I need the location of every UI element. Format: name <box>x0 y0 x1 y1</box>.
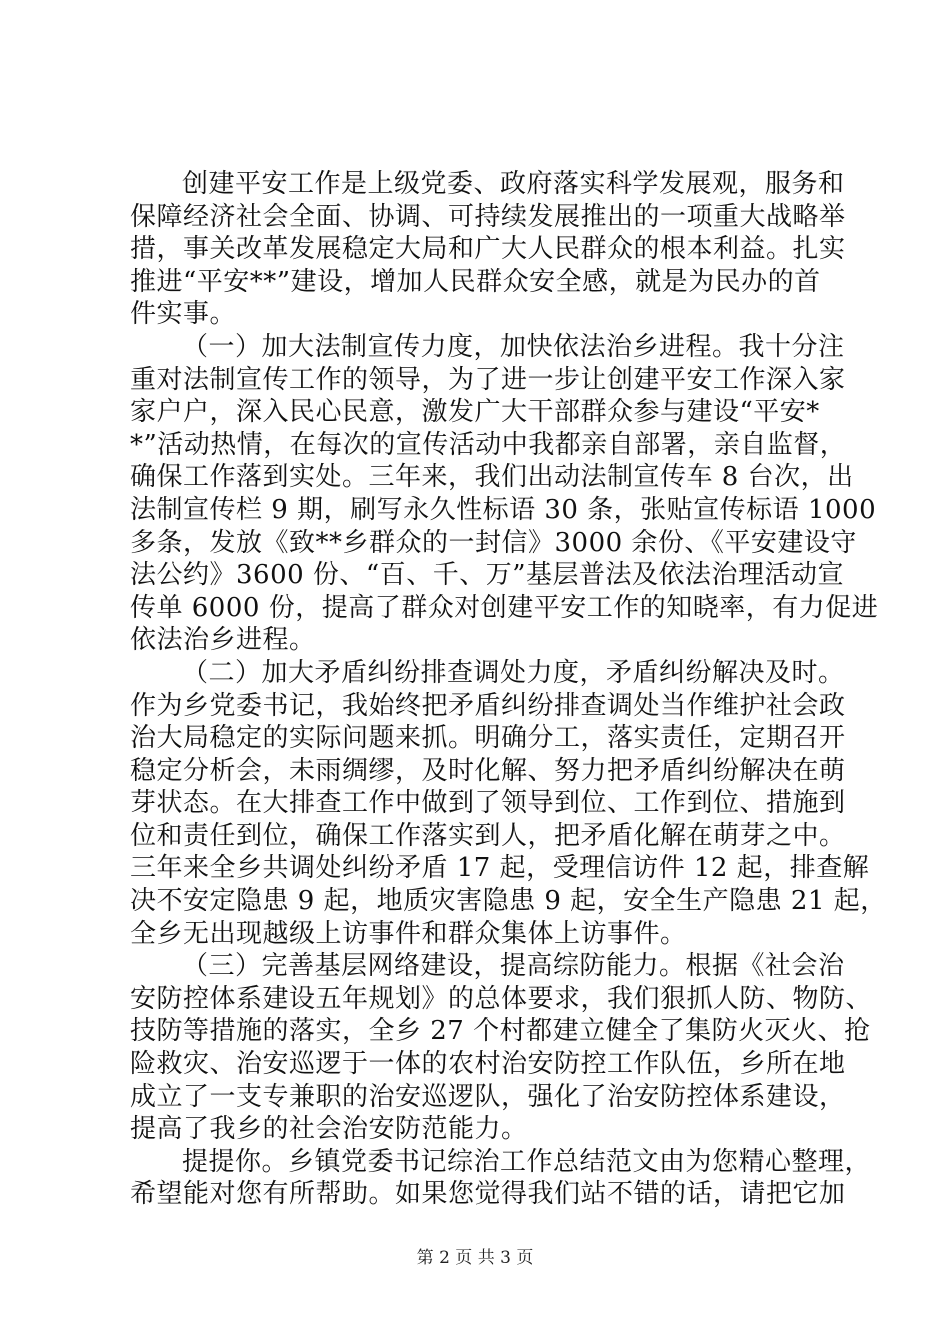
paragraph-3-line-7: 三年来全乡共调处纠纷矛盾 17 起，受理信访件 12 起，排查解 <box>130 853 870 884</box>
paragraph-2-line-10: 依法治乡进程。 <box>130 625 316 656</box>
paragraph-1-line-5: 件实事。 <box>130 299 237 330</box>
document-body <box>130 168 887 1211</box>
paragraph-3-line-4: 稳定分析会，未雨绸缪，及时化解、努力把矛盾纠纷解决在萌 <box>130 755 846 786</box>
paragraph-3-line-1: （二）加大矛盾纠纷排查调处力度，矛盾纠纷解决及时。 <box>182 657 845 688</box>
paragraph-2-line-4: *”活动热情，在每次的宣传活动中我都亲自部署，亲自监督， <box>130 429 847 460</box>
paragraph-2-line-3: 家户户，深入民心民意，激发广大干部群众参与建设“平安* <box>130 397 820 428</box>
paragraph-2-line-2: 重对法制宣传工作的领导，为了进一步让创建平安工作深入家 <box>130 364 846 395</box>
paragraph-2-line-7: 多条，发放《致**乡群众的一封信》3000 余份、《平安建设守 <box>130 527 857 558</box>
paragraph-4-line-4: 险救灾、治安巡逻于一体的农村治安防控工作队伍，乡所在地 <box>130 1049 846 1080</box>
paragraph-4-line-5: 成立了一支专兼职的治安巡逻队，强化了治安防控体系建设， <box>130 1081 846 1112</box>
paragraph-4-line-1: （三）完善基层网络建设，提高综防能力。根据《社会治 <box>182 951 845 982</box>
paragraph-1-line-4: 推进“平安**”建设，增加人民群众安全感，就是为民办的首 <box>130 266 821 297</box>
paragraph-5-line-2: 希望能对您有所帮助。如果您觉得我们站不错的话，请把它加 <box>130 1179 846 1210</box>
page-number-footer: 第 2 页 共 3 页 <box>416 1248 534 1268</box>
paragraph-4-line-2: 安防控体系建设五年规划》的总体要求，我们狠抓人防、物防、 <box>130 983 873 1014</box>
paragraph-5-line-1: 提提你。乡镇党委书记综治工作总结范文由为您精心整理， <box>182 1146 872 1177</box>
paragraph-2-line-1: （一）加大法制宣传力度，加快依法治乡进程。我十分注 <box>182 331 845 362</box>
paragraph-1-line-1: 创建平安工作是上级党委、政府落实科学发展观，服务和 <box>182 169 845 199</box>
paragraph-4-line-6: 提高了我乡的社会治安防范能力。 <box>130 1114 528 1145</box>
paragraph-3-line-9: 全乡无出现越级上访事件和群众集体上访事件。 <box>130 918 687 949</box>
paragraph-2-line-8: 法公约》3600 份、“百、千、万”基层普法及依法治理活动宣 <box>130 560 845 591</box>
paragraph-2-line-6: 法制宣传栏 9 期，刷写永久性标语 30 条，张贴宣传标语 1000 <box>130 494 877 525</box>
paragraph-3-line-2: 作为乡党委书记，我始终把矛盾纠纷排查调处当作维护社会政 <box>130 690 846 721</box>
paragraph-2-line-9: 传单 6000 份，提高了群众对创建平安工作的知晓率，有力促进 <box>130 592 879 623</box>
paragraph-3-line-8: 决不安定隐患 9 起，地质灾害隐患 9 起，安全生产隐患 21 起， <box>130 886 887 917</box>
paragraph-2-line-5: 确保工作落到实处。三年来，我们出动法制宣传车 8 台次，出 <box>130 462 854 493</box>
paragraph-1-line-3: 措，事关改革发展稳定大局和广大人民群众的根本利益。扎实 <box>130 234 846 265</box>
paragraph-4-line-3: 技防等措施的落实，全乡 27 个村都建立健全了集防火灭火、抢 <box>130 1016 871 1047</box>
paragraph-3-line-3: 治大局稳定的实际问题来抓。明确分工，落实责任，定期召开 <box>130 723 846 754</box>
paragraph-3-line-5: 芽状态。在大排查工作中做到了领导到位、工作到位、措施到 <box>130 788 846 819</box>
paragraph-1-line-2: 保障经济社会全面、协调、可持续发展推出的一项重大战略举 <box>130 201 846 232</box>
paragraph-3-line-6: 位和责任到位，确保工作落实到人，把矛盾化解在萌芽之中。 <box>130 820 846 851</box>
